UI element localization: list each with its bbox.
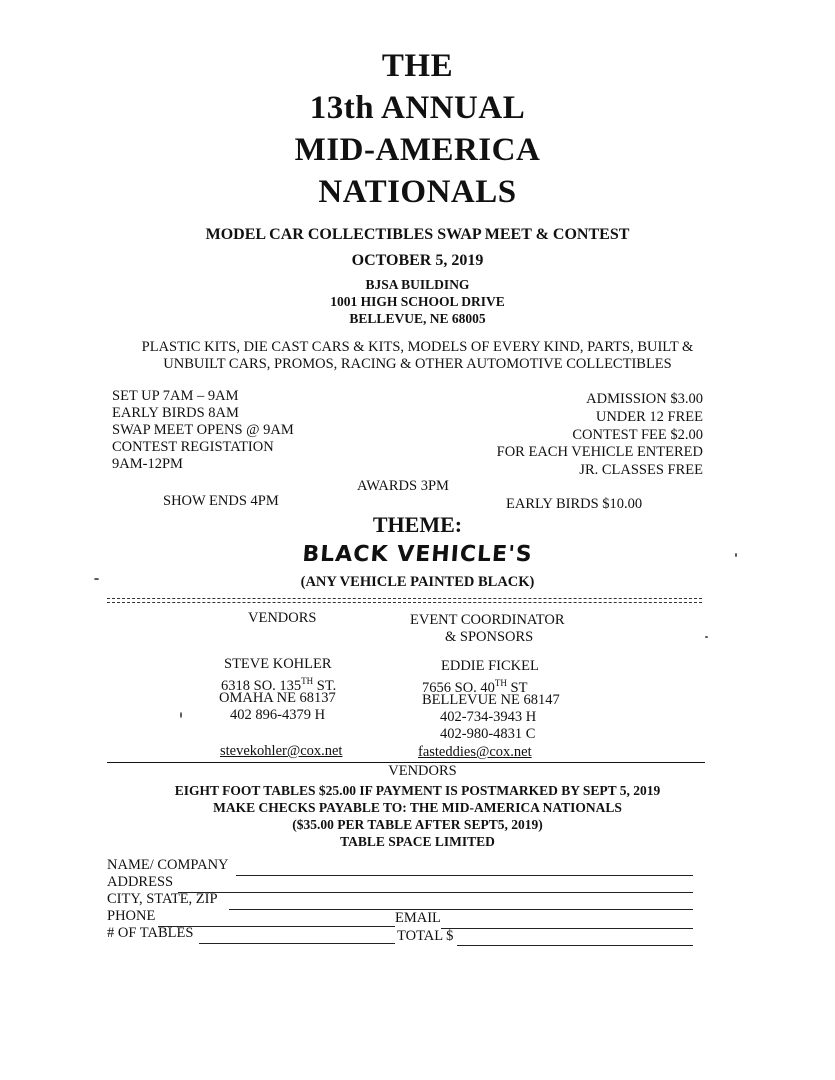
scan-speck [705, 636, 708, 638]
form-label-email: EMAIL [395, 910, 441, 926]
form-label-phone: PHONE [107, 908, 156, 924]
form-field-address[interactable] [178, 892, 693, 893]
fee-contest: CONTEST FEE $2.00 [572, 427, 703, 443]
theme-label: THEME: [372, 512, 463, 537]
form-field-num-tables[interactable] [199, 943, 395, 944]
coordinator-email[interactable]: fasteddies@cox.net [418, 744, 532, 760]
coordinator-city: BELLEVUE NE 68147 [422, 692, 560, 708]
vendors-header: VENDORS [248, 610, 317, 626]
form-field-city-state-zip[interactable] [229, 909, 693, 910]
form-label-total: TOTAL $ [397, 928, 454, 944]
coordinator-name: EDDIE FICKEL [441, 658, 539, 674]
scan-speck [94, 578, 99, 580]
coordinator-address: 7656 SO. 40TH ST [422, 678, 528, 696]
form-label-num-tables: # OF TABLES [107, 925, 194, 941]
dashed-divider-2 [107, 602, 702, 603]
form-label-name-company: NAME/ COMPANY [107, 857, 229, 873]
schedule-contest-hours: 9AM-12PM [112, 456, 183, 472]
fee-jr-classes: JR. CLASSES FREE [579, 462, 703, 478]
title-line-4: NATIONALS [318, 174, 517, 210]
schedule-show-ends: SHOW ENDS 4PM [163, 493, 279, 509]
form-field-email[interactable] [441, 928, 693, 929]
vendor-info-header: VENDORS [388, 763, 457, 779]
vendor-contact-email[interactable]: stevekohler@cox.net [220, 743, 343, 759]
form-field-name-company[interactable] [236, 875, 693, 876]
scan-speck [180, 712, 182, 718]
vendor-info-line-4: TABLE SPACE LIMITED [340, 834, 495, 849]
fee-early-birds: EARLY BIRDS $10.00 [506, 496, 643, 512]
schedule-setup: SET UP 7AM – 9AM [112, 388, 239, 404]
fee-under-12: UNDER 12 FREE [595, 409, 703, 425]
venue-city: BELLEVUE, NE 68005 [349, 311, 486, 326]
vendor-info-line-1: EIGHT FOOT TABLES $25.00 IF PAYMENT IS POSTMARKED BY SEPT 5, 2019 [174, 783, 661, 798]
dashed-divider-1 [107, 598, 702, 599]
schedule-swap-opens: SWAP MEET OPENS @ 9AM [112, 422, 294, 438]
venue-street: 1001 HIGH SCHOOL DRIVE [330, 294, 505, 309]
coordinator-phone-home: 402-734-3943 H [440, 709, 537, 725]
theme-note: (ANY VEHICLE PAINTED BLACK) [300, 574, 535, 590]
form-field-phone[interactable] [158, 926, 395, 927]
title-line-1: THE [381, 48, 454, 84]
venue-name: BJSA BUILDING [365, 277, 470, 292]
fee-per-vehicle: FOR EACH VEHICLE ENTERED [496, 444, 703, 460]
items-line-1: PLASTIC KITS, DIE CAST CARS & KITS, MODELS OF EVERY KIND, PARTS, BUILT & [141, 339, 694, 355]
form-field-total[interactable] [457, 945, 693, 946]
theme-value: BLACK VEHICLE'S [301, 542, 534, 567]
schedule-early-birds: EARLY BIRDS 8AM [112, 405, 239, 421]
items-line-2: UNBUILT CARS, PROMOS, RACING & OTHER AUTOMOTIVE COLLECTIBLES [163, 356, 672, 372]
schedule-awards: AWARDS 3PM [357, 478, 449, 494]
vendor-info-line-3: ($35.00 PER TABLE AFTER SEPT5, 2019) [292, 817, 543, 832]
schedule-contest-registration: CONTEST REGISTATION [112, 439, 274, 455]
subtitle: MODEL CAR COLLECTIBLES SWAP MEET & CONTEST [205, 226, 630, 243]
fee-admission: ADMISSION $3.00 [586, 391, 703, 407]
vendor-info-line-2: MAKE CHECKS PAYABLE TO: THE MID-AMERICA NATIONALS [213, 800, 622, 815]
scan-speck [735, 553, 737, 557]
vendor-contact-name: STEVE KOHLER [224, 656, 332, 672]
vendor-contact-phone: 402 896-4379 H [230, 707, 326, 723]
coordinator-header-1: EVENT COORDINATOR [410, 612, 565, 628]
coordinator-header-2: & SPONSORS [445, 629, 534, 645]
vendor-contact-address: 6318 SO. 135TH ST. [221, 676, 337, 694]
title-line-3: MID-AMERICA [294, 132, 541, 168]
form-label-city-state-zip: CITY, STATE, ZIP [107, 891, 218, 907]
coordinator-phone-cell: 402-980-4831 C [440, 726, 536, 742]
vendor-contact-city: OMAHA NE 68137 [219, 690, 336, 706]
event-date: OCTOBER 5, 2019 [351, 252, 484, 269]
title-line-2: 13th ANNUAL [309, 90, 526, 126]
form-label-address: ADDRESS [107, 874, 174, 890]
